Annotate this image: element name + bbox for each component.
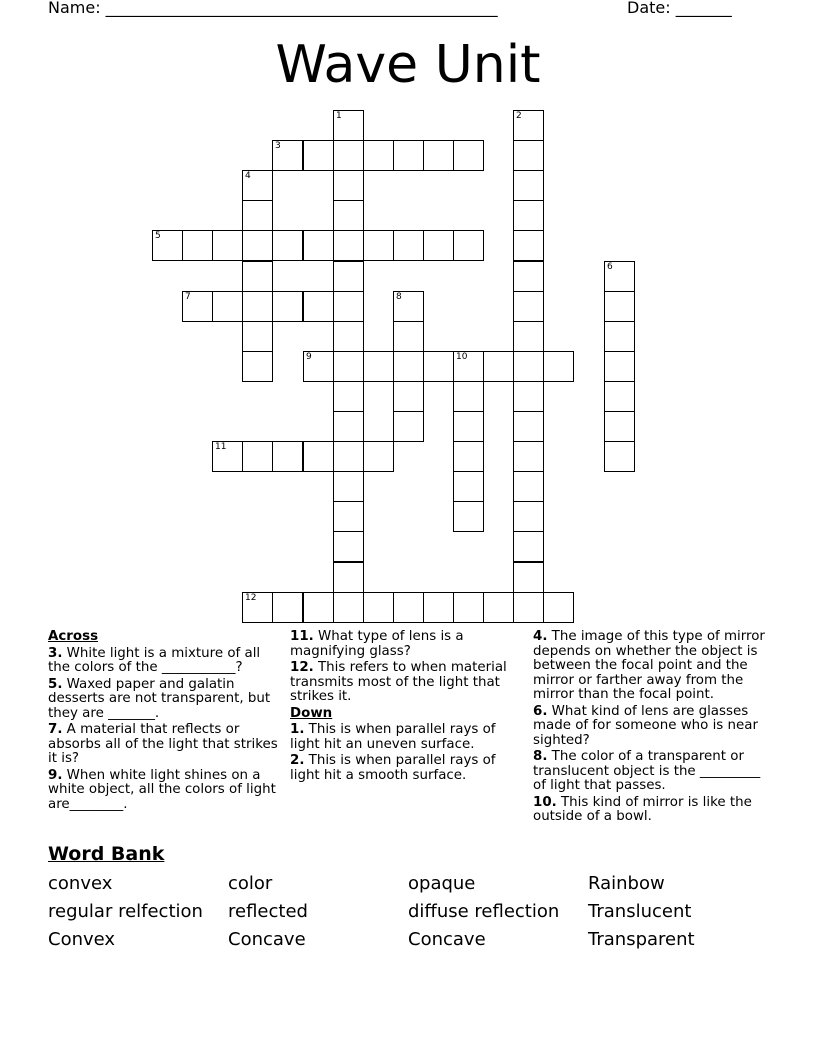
- crossword-cell[interactable]: [513, 562, 544, 593]
- crossword-cell[interactable]: [242, 170, 273, 201]
- crossword-cell[interactable]: [242, 261, 273, 292]
- crossword-cell[interactable]: [513, 471, 544, 502]
- crossword-cell[interactable]: [604, 411, 635, 442]
- crossword-cell[interactable]: [513, 291, 544, 322]
- crossword-cell[interactable]: [152, 230, 183, 261]
- page-title: Wave Unit: [275, 35, 541, 95]
- crossword-cell[interactable]: [242, 592, 273, 623]
- clue-across-12: 12. This refers to when material transmits most of the light that strikes it.: [290, 660, 507, 704]
- clues-column-1: [48, 628, 278, 814]
- crossword-cell[interactable]: [242, 230, 273, 261]
- crossword-cell[interactable]: [303, 592, 334, 623]
- clue-number: 6: [607, 262, 613, 272]
- crossword-cell[interactable]: [212, 441, 243, 472]
- crossword-cell[interactable]: [393, 411, 424, 442]
- crossword-cell[interactable]: [393, 321, 424, 352]
- crossword-cell[interactable]: [363, 351, 394, 382]
- crossword-cell[interactable]: [303, 291, 334, 322]
- crossword-cell[interactable]: [604, 441, 635, 472]
- clue-number: 10: [456, 352, 468, 362]
- word-bank-item: Convex: [48, 929, 116, 950]
- crossword-cell[interactable]: [393, 140, 424, 171]
- clue-number: 8: [396, 292, 402, 302]
- date-field[interactable]: Date: _______: [627, 0, 732, 17]
- word-bank-item: regular relfection: [48, 901, 203, 922]
- clue-number: 3: [275, 141, 281, 151]
- crossword-cell[interactable]: [393, 230, 424, 261]
- crossword-cell[interactable]: [363, 441, 394, 472]
- clue-across-3: 3. White light is a mixture of all the colors of the ___________?: [48, 645, 261, 675]
- crossword-cell[interactable]: [182, 230, 213, 261]
- down-heading: Down: [290, 705, 333, 721]
- crossword-cell[interactable]: [242, 200, 273, 231]
- word-bank-item: convex: [48, 873, 113, 894]
- crossword-cell[interactable]: [453, 501, 484, 532]
- crossword-cell[interactable]: [453, 411, 484, 442]
- clue-across-11: 11. What type of lens is a magnifying glass?: [290, 629, 464, 659]
- crossword-cell[interactable]: [423, 592, 454, 623]
- crossword-cell[interactable]: [242, 321, 273, 352]
- clue-down-2: 2. This is when parallel rays of light hit a smooth surface.: [290, 753, 496, 783]
- word-bank-item: Concave: [228, 929, 306, 950]
- word-bank-item: color: [228, 873, 273, 894]
- clue-across-5: 5. Waxed paper and galatin desserts are not transparent, but they are _______.: [48, 676, 271, 721]
- crossword-cell[interactable]: [333, 471, 364, 502]
- crossword-cell[interactable]: [513, 592, 544, 623]
- crossword-cell[interactable]: [303, 230, 334, 261]
- crossword-cell[interactable]: [513, 441, 544, 472]
- crossword-cell[interactable]: [333, 200, 364, 231]
- clue-number: 5: [155, 231, 161, 241]
- clue-number: 1: [336, 111, 342, 121]
- crossword-cell[interactable]: [513, 230, 544, 261]
- crossword-cell[interactable]: [333, 592, 364, 623]
- crossword-cell[interactable]: [393, 592, 424, 623]
- crossword-cell[interactable]: [453, 351, 484, 382]
- clue-across-9: 9. When white light shines on a white object, all the colors of light are________.: [48, 767, 276, 812]
- crossword-cell[interactable]: [303, 140, 334, 171]
- crossword-cell[interactable]: [303, 351, 334, 382]
- clues-column-2: [290, 628, 520, 785]
- crossword-cell[interactable]: [453, 471, 484, 502]
- clue-down-4: 4. The image of this type of mirror depends on whether the object is between the focal point and the mirror or farther away from the mirror than the focal point.: [533, 629, 765, 702]
- crossword-cell[interactable]: [272, 441, 303, 472]
- clue-number: 4: [245, 171, 251, 181]
- crossword-cell[interactable]: [423, 351, 454, 382]
- clue-number: 12: [245, 593, 257, 603]
- crossword-cell[interactable]: [272, 140, 303, 171]
- crossword-cell[interactable]: [483, 351, 514, 382]
- crossword-cell[interactable]: [393, 381, 424, 412]
- crossword-cell[interactable]: [333, 501, 364, 532]
- clue-across-7: 7. A material that reflects or absorbs all of the light that strikes it is?: [48, 722, 278, 766]
- crossword-cell[interactable]: [242, 291, 273, 322]
- crossword-cell[interactable]: [513, 261, 544, 292]
- crossword-cell[interactable]: [242, 351, 273, 382]
- crossword-cell[interactable]: [513, 351, 544, 382]
- crossword-cell[interactable]: [272, 230, 303, 261]
- clue-down-6: 6. What kind of lens are glasses made of for someone who is near sighted?: [533, 703, 758, 748]
- crossword-cell[interactable]: [453, 381, 484, 412]
- crossword-cell[interactable]: [513, 140, 544, 171]
- word-bank-item: Translucent: [588, 901, 692, 922]
- crossword-cell[interactable]: [303, 441, 334, 472]
- crossword-cell[interactable]: [333, 351, 364, 382]
- crossword-cell[interactable]: [513, 321, 544, 352]
- crossword-cell[interactable]: [513, 170, 544, 201]
- crossword-cell[interactable]: [333, 411, 364, 442]
- word-bank-item: Rainbow: [588, 873, 665, 894]
- crossword-cell[interactable]: [333, 291, 364, 322]
- crossword-cell[interactable]: [333, 321, 364, 352]
- crossword-cell[interactable]: [272, 291, 303, 322]
- crossword-cell[interactable]: [333, 562, 364, 593]
- crossword-cell[interactable]: [453, 592, 484, 623]
- crossword-cell[interactable]: [333, 441, 364, 472]
- word-bank-title: Word Bank: [48, 843, 165, 865]
- crossword-cell[interactable]: [453, 230, 484, 261]
- clue-down-1: 1. This is when parallel rays of light hit an uneven surface.: [290, 722, 496, 752]
- word-bank-item: Transparent: [588, 929, 695, 950]
- word-bank-item: reflected: [228, 901, 308, 922]
- crossword-cell[interactable]: [453, 441, 484, 472]
- crossword-cell[interactable]: [363, 592, 394, 623]
- crossword-cell[interactable]: [513, 501, 544, 532]
- clue-number: 9: [306, 352, 312, 362]
- crossword-cell[interactable]: [604, 351, 635, 382]
- crossword-cell[interactable]: [363, 230, 394, 261]
- across-heading: Across: [48, 629, 99, 644]
- clue-number: 7: [185, 292, 191, 302]
- crossword-cell[interactable]: [212, 291, 243, 322]
- crossword-cell[interactable]: [333, 261, 364, 292]
- crossword-cell[interactable]: [604, 261, 635, 292]
- crossword-cell[interactable]: [242, 441, 273, 472]
- crossword-cell[interactable]: [333, 230, 364, 261]
- crossword-cell[interactable]: [423, 140, 454, 171]
- clue-number: 2: [516, 111, 522, 121]
- word-bank-item: opaque: [408, 873, 476, 894]
- word-bank-item: Concave: [408, 929, 486, 950]
- clue-down-8: 8. The color of a transparent or translucent object is the _________ of light that passes.: [533, 749, 761, 793]
- crossword-cell[interactable]: [333, 140, 364, 171]
- crossword-cell[interactable]: [513, 381, 544, 412]
- crossword-cell[interactable]: [604, 381, 635, 412]
- crossword-cell[interactable]: [333, 110, 364, 141]
- crossword-cell[interactable]: [513, 411, 544, 442]
- crossword-cell[interactable]: [513, 531, 544, 562]
- crossword-cell[interactable]: [212, 230, 243, 261]
- crossword-cell[interactable]: [363, 140, 394, 171]
- crossword-cell[interactable]: [333, 381, 364, 412]
- crossword-cell[interactable]: [182, 291, 213, 322]
- crossword-cell[interactable]: [393, 291, 424, 322]
- word-bank-item: diffuse reflection: [408, 901, 560, 922]
- crossword-cell[interactable]: [272, 592, 303, 623]
- crossword-cell[interactable]: [393, 351, 424, 382]
- crossword-cell[interactable]: [604, 291, 635, 322]
- crossword-cell[interactable]: [604, 321, 635, 352]
- crossword-cell[interactable]: [513, 110, 544, 141]
- crossword-cell[interactable]: [333, 170, 364, 201]
- crossword-cell[interactable]: [543, 351, 574, 382]
- crossword-cell[interactable]: [333, 531, 364, 562]
- clue-number: 11: [215, 442, 227, 452]
- name-field[interactable]: Name: _________________________________________________: [48, 0, 498, 17]
- crossword-cell[interactable]: [513, 200, 544, 231]
- crossword-cell[interactable]: [423, 230, 454, 261]
- clue-down-10: 10. This kind of mirror is like the outside of a bowl.: [533, 794, 752, 824]
- crossword-cell[interactable]: [483, 592, 514, 623]
- clues-column-3: [533, 628, 773, 827]
- crossword-cell[interactable]: [453, 140, 484, 171]
- crossword-cell[interactable]: [543, 592, 574, 623]
